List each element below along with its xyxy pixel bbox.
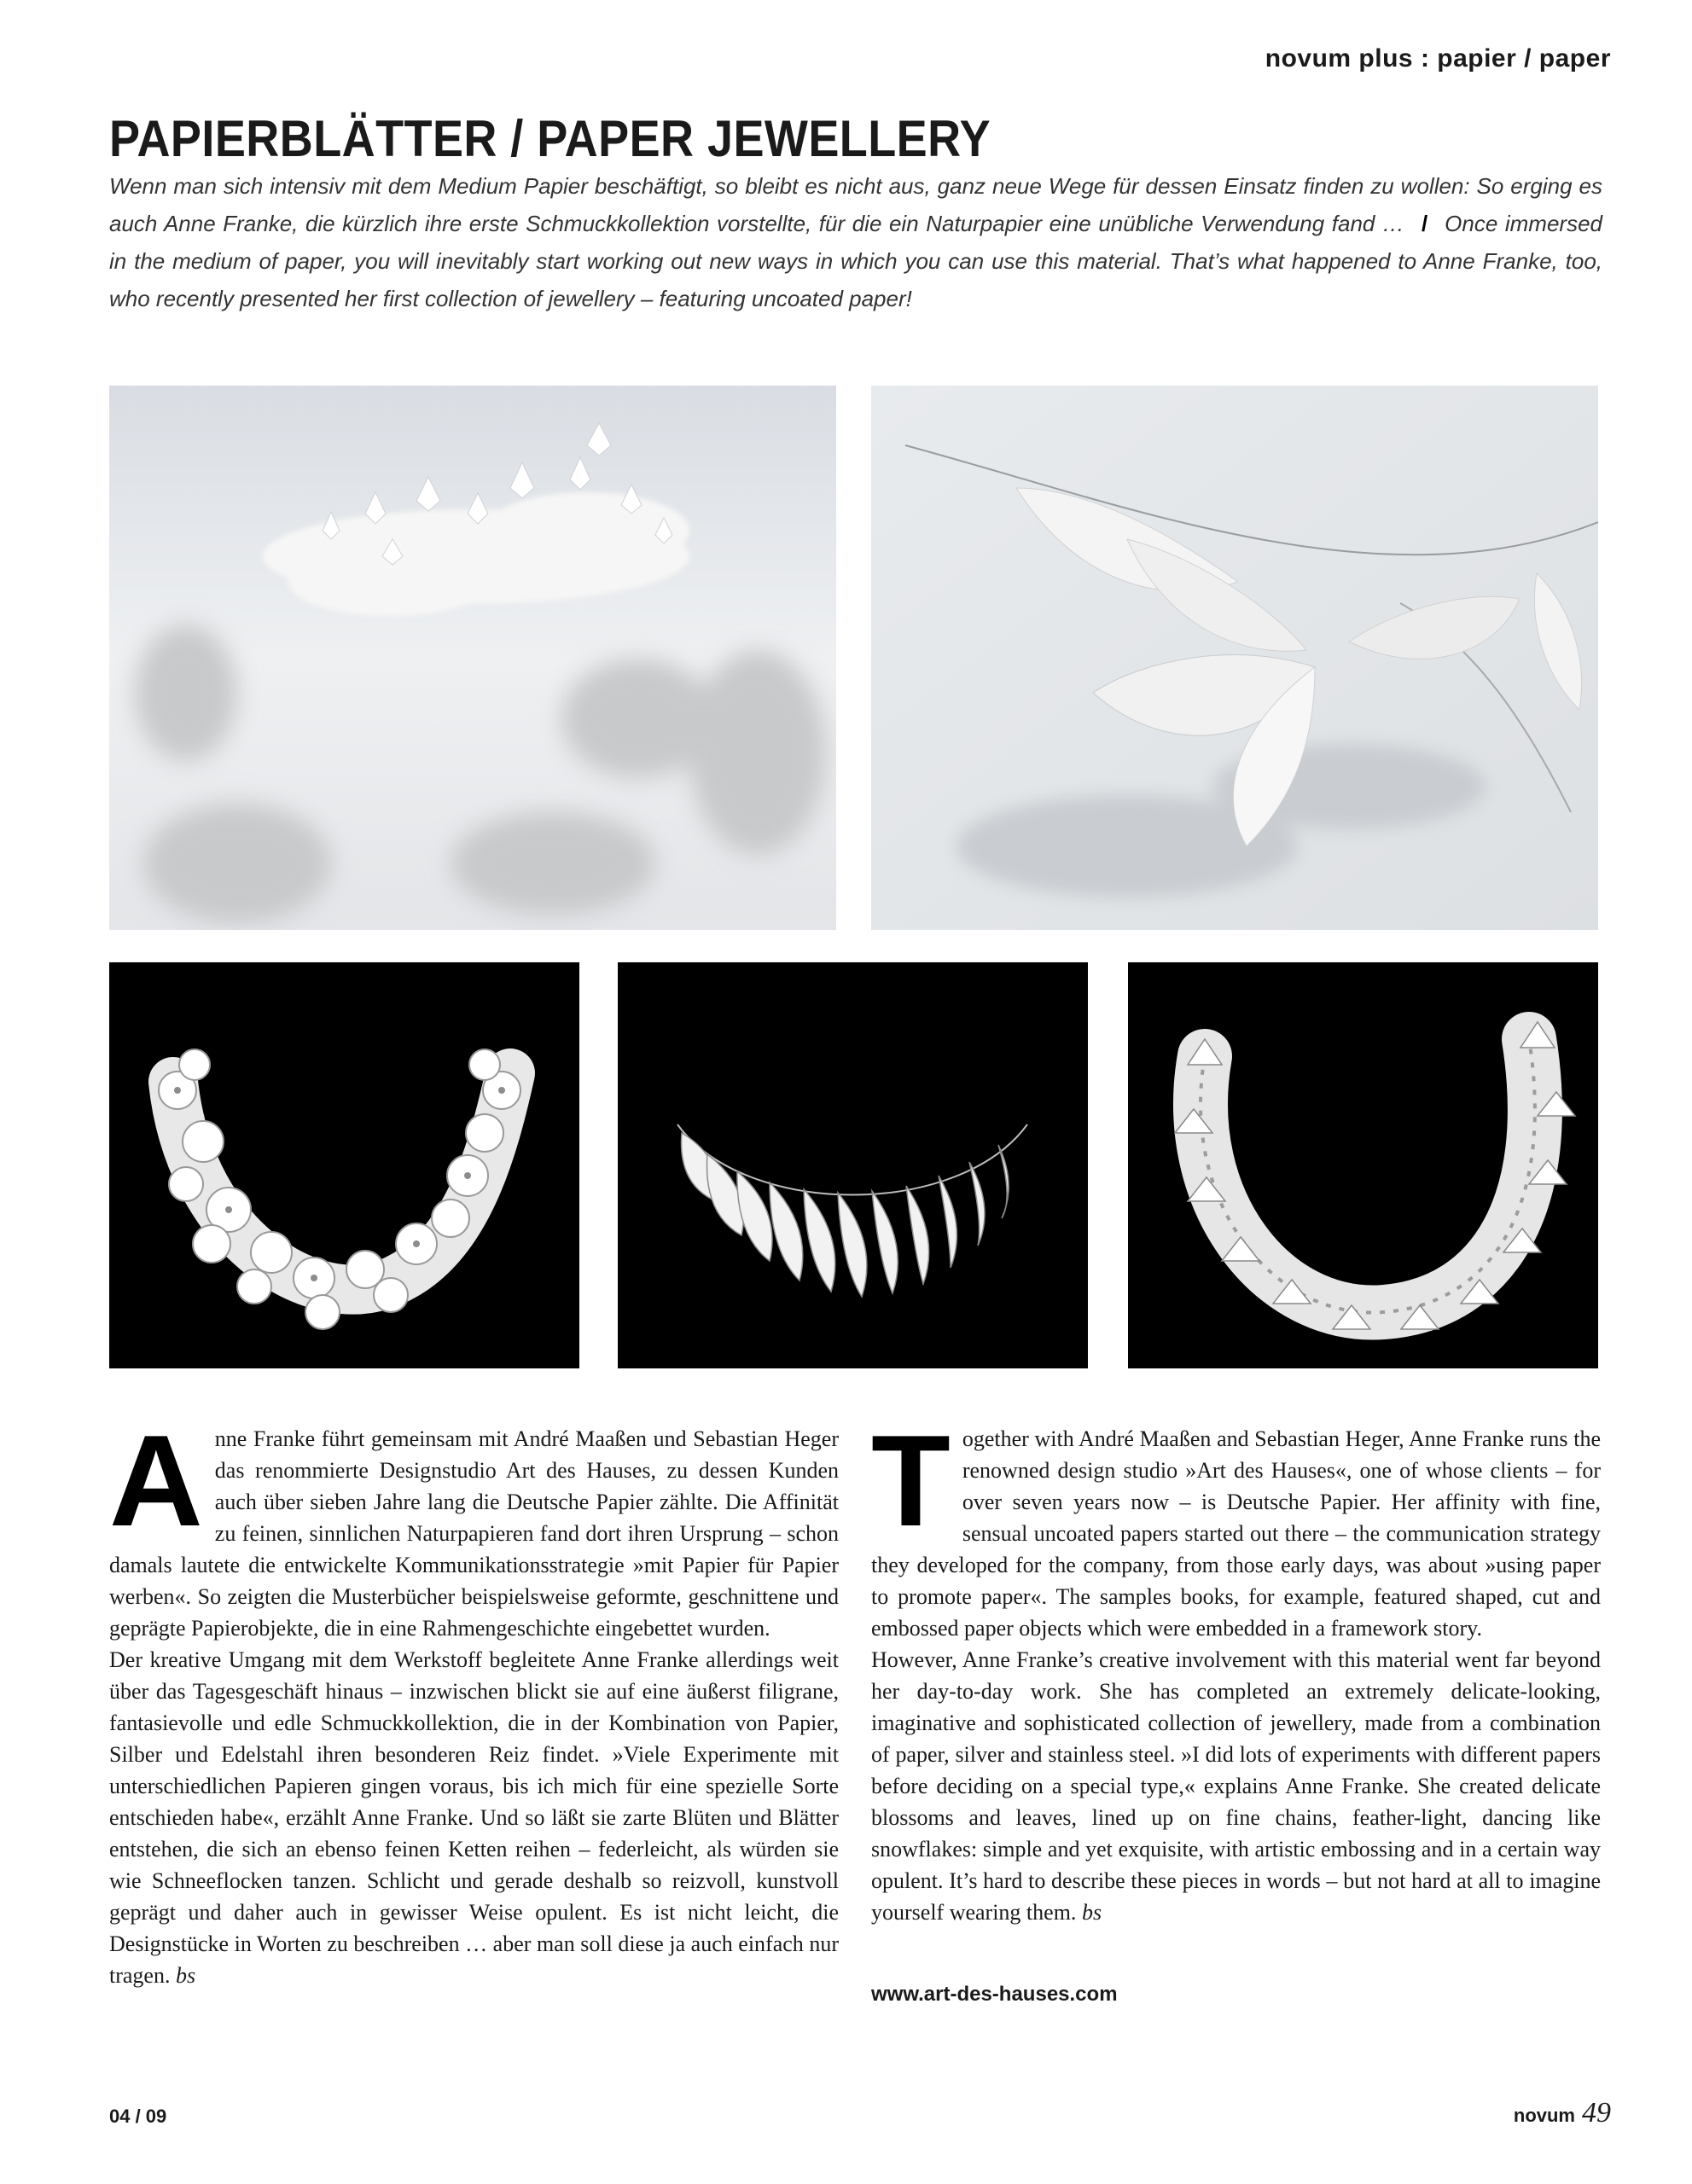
german-paragraph-1 xyxy=(109,1409,839,1644)
article-body-german xyxy=(109,1409,839,1991)
photo-paper-leaves-closeup xyxy=(871,386,1598,930)
intro-german: Wenn man sich intensiv mit dem Medium Papier beschäftigt, so bleibt es nicht aus, ganz neue Wege für dessen Einsatz finden zu wollen: So erging es auch Anne Franke, die kürzlich ihre erste Schmuckkollektion vorstellte, für die ein Naturpapier eine unübliche Verwendung fand … xyxy=(109,173,1602,236)
german-paragraph-2 xyxy=(109,1644,839,1991)
photo-blossom-necklace xyxy=(109,962,579,1368)
section-label: novum plus : papier / paper xyxy=(1265,44,1611,73)
website-link[interactable]: www.art-des-hauses.com xyxy=(871,1983,1118,2006)
german-paragraph-2-text: Der kreative Umgang mit dem Werkstoff begleitete Anne Franke allerdings weit über das Tagesgeschäft hinaus – inzwischen blickt sie auf eine äußerst filigrane, fantasievolle und edle Schmuckkollektion, die in der Kombination von Papier, Silber und Edelstahl ihren besonderen Reiz findet. »Viele Experimente mit unterschiedlichen Papieren gingen voraus, bis ich mich für eine spezielle Sorte entschieden habe«, erzählt Anne Franke. Und so läßt sie zarte Blüten und Blätter entstehen, die sich an ebenso feinen Ketten reihen – federleicht, als würden sie wie Schneeflocken tanzen. Schlicht und gerade deshalb so reizvoll, kunstvoll geprägt und daher auch in gewisser Weise opulent. Es ist nicht leicht, die Designstücke in Worten zu beschreiben … aber man soll diese ja auch einfach nur tragen. xyxy=(109,1647,839,1988)
english-paragraph-1-text: ogether with André Maaßen and Sebastian Heger, Anne Franke runs the renowned design studio »Art des Hauses«, one of whose clients – for over seven years now – is Deutsche Papier. Her affinity with fine, sensual uncoated papers started out there – the communication strategy they developed for the company, from those early days, was about »using paper to promote paper«. The samples books, for example, featured shaped, cut and embossed paper objects which were embedded in a framework story. xyxy=(871,1426,1601,1641)
english-paragraph-1 xyxy=(871,1409,1601,1644)
photo-ruffled-necklace xyxy=(1128,962,1598,1368)
english-paragraph-2-text: However, Anne Franke’s creative involvement with this material went far beyond her day-to-day work. She has completed an extremely delicate-looking, imaginative and sophisticated collection of jewellery, made from a combination of paper, silver and stainless steel. »I did lots of experiments with different papers before deciding on a special type,« explains Anne Franke. She created delicate blossoms and leaves, lined up on fine chains, feather-light, dancing like snowflakes: simple and yet exquisite, with artistic embossing and in a certain way opulent. It’s hard to describe these pieces in words – but not hard at all to imagine yourself wearing them. xyxy=(871,1647,1601,1925)
magazine-name: novum xyxy=(1513,2105,1575,2126)
german-author-signature: bs xyxy=(175,1963,196,1988)
page-footer-right xyxy=(1514,2097,1611,2129)
english-paragraph-2 xyxy=(871,1644,1601,1928)
english-author-signature: bs xyxy=(1081,1900,1102,1925)
german-paragraph-1-text: nne Franke führt gemeinsam mit André Maaßen und Sebastian Heger das renommierte Designstudio Art des Hauses, zu dessen Kunden auch über sieben Jahre lang die Deutsche Papier zählte. Die Affinität zu feinen, sinnlichen Naturpapieren fand dort ihren Ursprung – schon damals lautete die entwickelte Kommunikationsstrategie »mit Papier für Papier werben«. So zeigten die Musterbücher beispielsweise geformte, geschnittene und geprägte Papierobjekte, die in eine Rahmengeschichte eingebettet wurden. xyxy=(109,1426,839,1641)
photo-paper-leaf-cluster xyxy=(109,386,836,930)
article-title: PAPIERBLÄTTER / PAPER JEWELLERY xyxy=(109,110,991,167)
dropcap-german: A xyxy=(109,1409,203,1554)
page-number: 49 xyxy=(1582,2097,1611,2129)
dropcap-english: T xyxy=(871,1409,951,1554)
article-intro xyxy=(109,167,1602,317)
article-body-english xyxy=(871,1409,1601,1928)
photo-leaf-collar xyxy=(618,962,1088,1368)
intro-english: Once immersed in the medium of paper, you will inevitably start working out new ways in which you can use this material. That’s what happened to Anne Franke, too, who recently presented her first collection of jewellery – featuring uncoated paper! xyxy=(109,211,1602,311)
intro-separator: / xyxy=(1421,211,1428,236)
issue-number: 04 / 09 xyxy=(109,2106,167,2127)
